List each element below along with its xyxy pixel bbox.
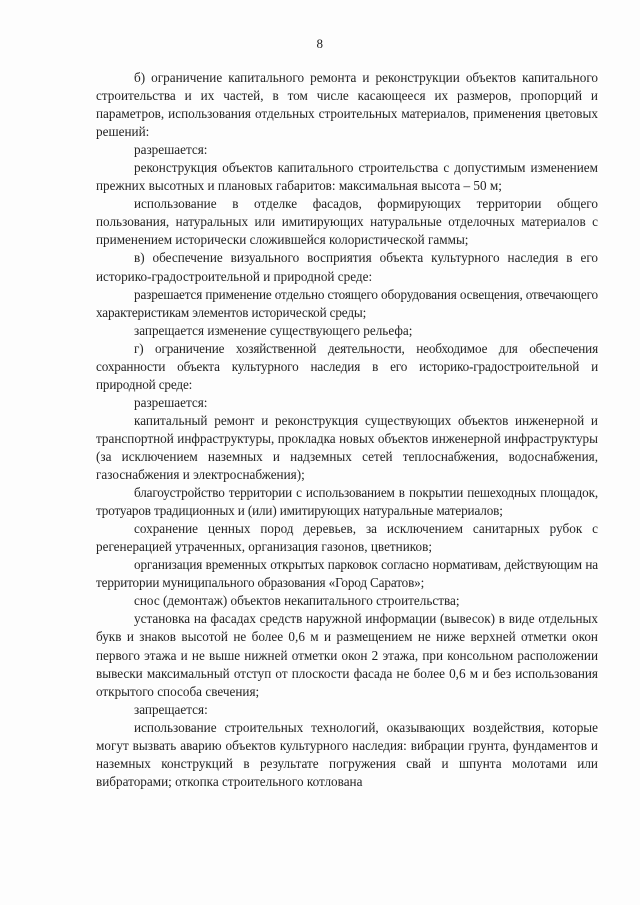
paragraph-relief-prohibited: запрещается изменение существующего рельефа;: [134, 322, 413, 338]
paragraph-landscaping: благоустройство территории с использованием в покрытии пешеходных площадок, тротуаров традиционных и (или) имитирующих натуральные материалов;: [96, 485, 598, 519]
paragraph-facade-materials: использование в отделке фасадов, формирующих территории общего пользования, натуральных или имитирующих натуральные отделочных материалов с применением исторически сложившейся колористической гаммы;: [96, 196, 598, 248]
paragraph-allowed-1: разрешается:: [134, 142, 208, 158]
paragraph-b-restrictions: б) ограничение капитального ремонта и реконструкции объектов капитального строительства и их частей, в том числе касающееся их размеров, пропорций и параметров, использования отдельных строительных материалов, применения цветовых решений:: [96, 70, 598, 140]
paragraph-lighting: разрешается применение отдельно стоящего оборудования освещения, отвечающего характеристикам элементов исторической среды;: [96, 286, 598, 320]
paragraph-signage: установка на фасадах средств наружной информации (вывесок) в виде отдельных букв и знаков высотой не более 0,6 м и размещением не ниже верхней отметки окон первого этажа и не выше нижней отметки окон 2 этажа, при консольном расположении вывески максимальный отступ от плоскости фасада не более 0,6 м и без использования открытого способа свечения;: [96, 611, 598, 699]
paragraph-v-visual-perception: в) обеспечение визуального восприятия объекта культурного наследия в его историко-градостроительной и природной среде:: [96, 250, 598, 284]
paragraph-infrastructure: капитальный ремонт и реконструкция существующих объектов инженерной и транспортной инфраструктуры, прокладка новых объектов инженерной инфраструктуры (за исключением наземных и надземных сетей теплоснабжения, водоснабжения, газоснабжения и электроснабжения);: [96, 412, 598, 483]
paragraph-allowed-2: разрешается:: [134, 394, 208, 410]
paragraph-reconstruction: реконструкция объектов капитального строительства с допустимым изменением прежних высотных и плановых габаритов: максимальная высота – 50 м;: [96, 160, 598, 194]
page-number: 8: [316, 36, 324, 51]
paragraph-g-economic-activity: г) ограничение хозяйственной деятельности, необходимое для обеспечения сохранности объекта культурного наследия в его историко-градостроительной и природной среде:: [96, 340, 598, 392]
paragraph-trees: сохранение ценных пород деревьев, за исключением санитарных рубок с регенерацией утраченных, организация газонов, цветников;: [96, 521, 598, 555]
paragraph-prohibited: запрещается:: [134, 701, 208, 717]
document-body: [96, 69, 598, 791]
paragraph-construction-tech: использование строительных технологий, оказывающих воздействия, которые могут вызвать аварию объектов культурного наследия: вибрации грунта, фундаментов и наземных конструкций в результате погружения свай и шпунта молотами или вибраторами; откопка строительного котлована: [96, 719, 598, 789]
paragraph-parking: организация временных открытых парковок согласно нормативам, действующим на территории муниципального образования «Город Саратов»;: [96, 557, 598, 591]
paragraph-demolition: снос (демонтаж) объектов некапитального строительства;: [134, 593, 460, 609]
